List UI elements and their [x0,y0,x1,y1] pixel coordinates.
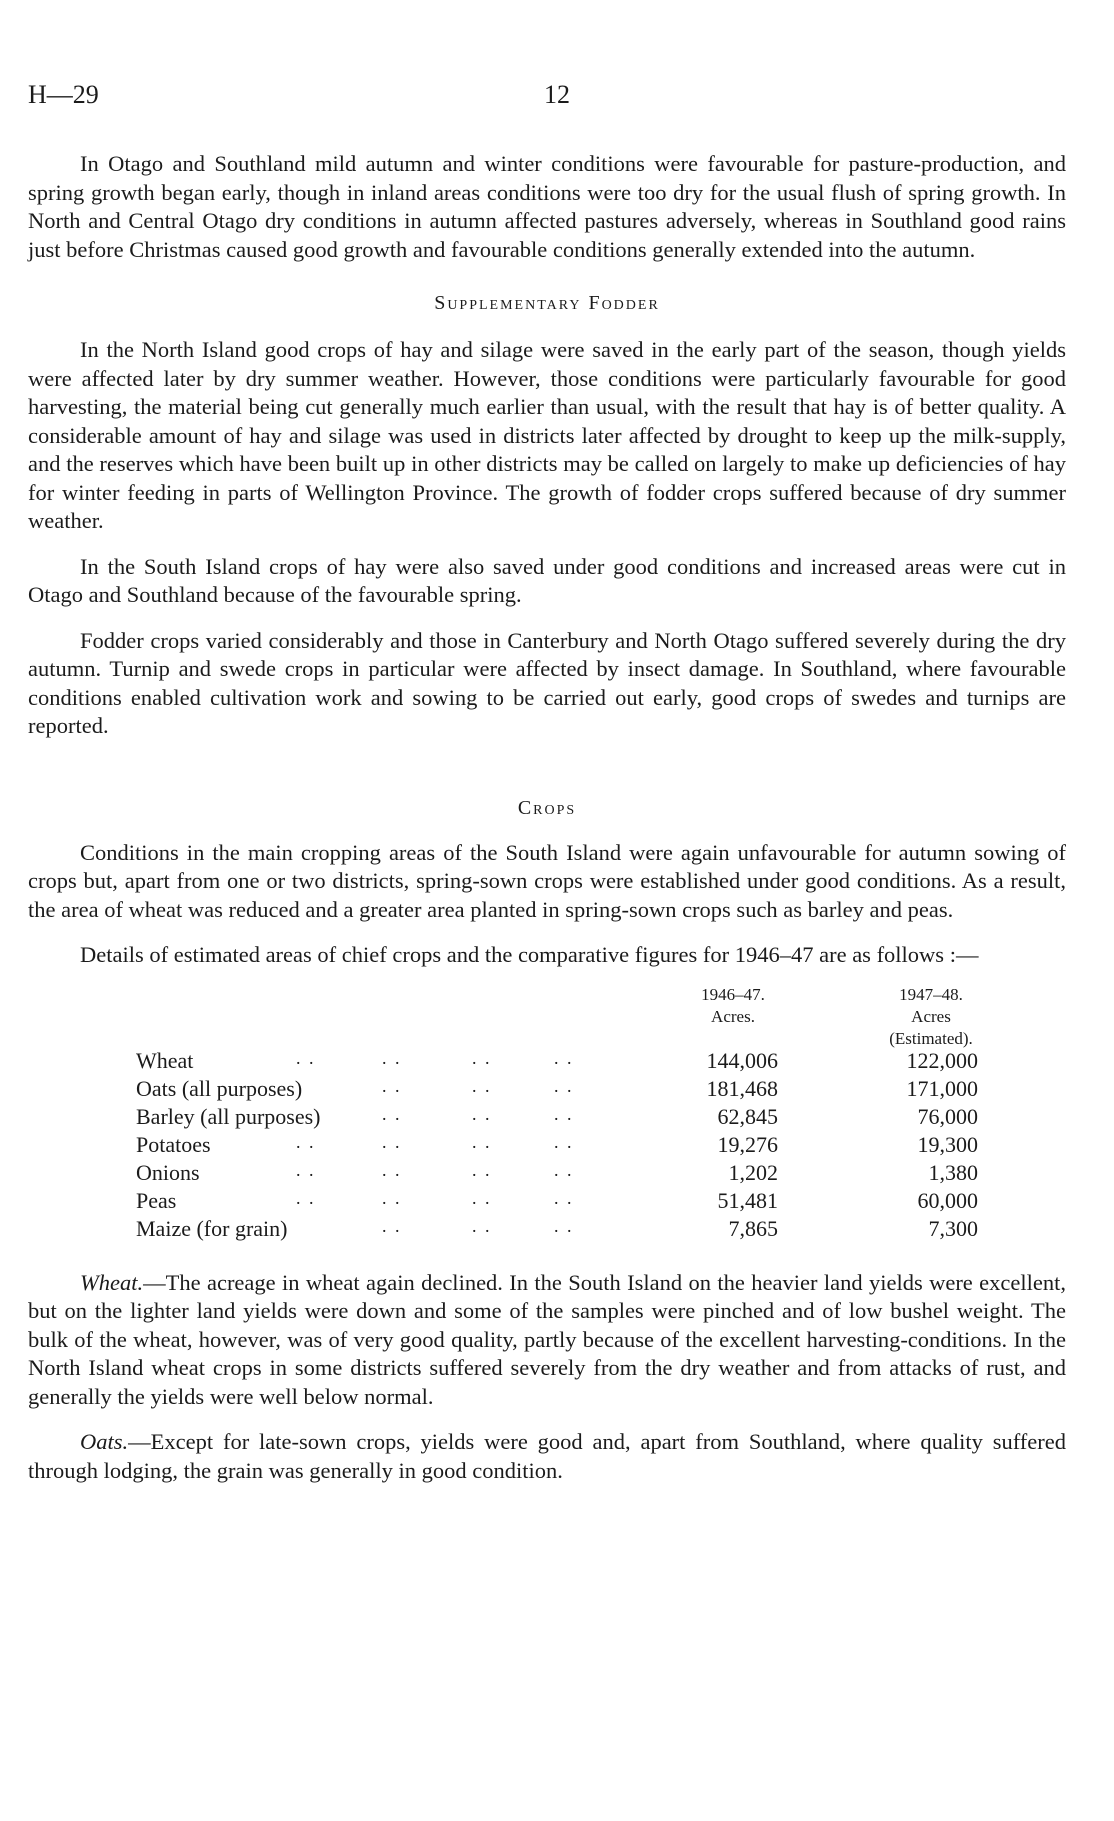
acres-1947-48: 19,300 [917,1131,978,1157]
column-header-1946-47 [668,984,798,1028]
leader-dots: . . [296,1047,316,1068]
leader-dots: . . [382,1103,402,1124]
crop-name: Peas [136,1187,177,1213]
run-in-heading-wheat: Wheat. [80,1269,144,1295]
acres-1946-47: 1,202 [728,1159,778,1185]
oats-text: —Except for late-sown crops, yields were good and, apart from Southland, where quality suffered through lodging, the grain was generally in good condition. [28,1429,1066,1483]
leader-dots: . . [296,1131,316,1152]
paragraph-cropping-conditions: Conditions in the main cropping areas of the South Island were again unfavourable for autumn sowing of crops but, apart from one or two districts, spring-sown crops were established under good conditions. As a result, the area of wheat was reduced and a greater area planted in spring-sown crops such as barley and peas. [28,839,1066,922]
acres-1947-48: 76,000 [917,1103,978,1129]
acres-1946-47: 181,468 [706,1075,778,1101]
acres-1947-48: 60,000 [917,1187,978,1213]
page-number: 12 [544,80,570,109]
report-reference: H—29 [28,80,99,109]
document-body [28,150,1066,1485]
paragraph-otago-southland: In Otago and Southland mild autumn and winter conditions were favourable for pasture-production, and spring growth began early, though in inland areas conditions were too dry for the usual flush of spring growth. In North and Central Otago dry conditions in autumn affected pastures adversely, whereas in Southland good rains just before Christmas caused good growth and favourable conditions generally extended into the autumn. [28,151,1066,262]
table-row [28,1160,1066,1188]
crop-name: Onions [136,1159,200,1185]
leader-dots: . . [472,1103,492,1124]
leader-dots: . . [554,1047,574,1068]
leader-dots: . . [472,1215,492,1236]
leader-dots: . . [554,1075,574,1096]
acres-1947-48: 171,000 [906,1075,978,1101]
leader-dots: . . [554,1187,574,1208]
acres-1947-48: 122,000 [906,1047,978,1073]
column-year: 1947–48. [899,984,963,1004]
page-header [28,80,1068,120]
acres-1946-47: 19,276 [717,1131,778,1157]
leader-dots: . . [382,1047,402,1068]
leader-dots: . . [382,1159,402,1180]
crop-name: Potatoes [136,1131,211,1157]
leader-dots: . . [554,1103,574,1124]
section-heading-crops: Crops [517,796,577,819]
crop-name: Barley (all purposes) [136,1103,321,1129]
crop-name: Maize (for grain) [136,1215,288,1241]
paragraph-oats [28,1428,1066,1485]
table-row [28,1104,1066,1132]
leader-dots: . . [554,1159,574,1180]
acres-1946-47: 7,865 [728,1215,778,1241]
table-row [28,1188,1066,1216]
leader-dots: . . [382,1075,402,1096]
run-in-heading-oats: Oats. [80,1429,129,1454]
leader-dots: . . [382,1131,402,1152]
acres-1947-48: 7,300 [928,1215,978,1241]
leader-dots: . . [472,1075,492,1096]
wheat-text: —The acreage in wheat again declined. In the South Island on the heavier land yields were excellent, but on the lighter land yields were down and some of the samples were pinched and of low bushel weight. The bulk of the wheat, however, was of very good quality, partly because of the excellent harvesting-conditions. In the North Island wheat crops in some districts suffered severely from the dry weather and from attacks of rust, and generally the yields were well below normal. [28,1269,1066,1409]
acres-1946-47: 51,481 [717,1187,778,1213]
leader-dots: . . [554,1215,574,1236]
leader-dots: . . [382,1187,402,1208]
table-row [28,1132,1066,1160]
paragraph-north-island-fodder: In the North Island good crops of hay and silage were saved in the early part of the season, though yields were affected later by dry summer weather. However, those conditions were particularly favourable for good harvesting, the material being cut generally much earlier than usual, with the result that hay is of better quality. A considerable amount of hay and silage was used in districts later affected by drought to keep up the milk-supply, and the reserves which have been built up in other districts may be called on largely to make up deficiencies of hay for winter feeding in parts of Wellington Province. The growth of fodder crops suffered because of dry summer weather. [28,337,1066,533]
column-header-1947-48 [866,984,996,1050]
column-unit: Acres [911,1006,951,1026]
table-row [28,1048,1066,1076]
crop-name: Oats (all purposes) [136,1075,303,1101]
section-heading-supplementary-fodder: Supplementary Fodder [434,292,660,314]
paragraph-south-island-fodder: In the South Island crops of hay were also saved under good conditions and increased areas were cut in Otago and Southland because of the favourable spring. [28,553,1066,607]
leader-dots: . . [472,1187,492,1208]
leader-dots: . . [382,1215,402,1236]
paragraph-wheat [28,1269,1066,1412]
leader-dots: . . [296,1187,316,1208]
crop-areas-table [28,984,1066,1252]
leader-dots: . . [472,1131,492,1152]
acres-1946-47: 144,006 [706,1047,778,1073]
column-note: (Estimated). [889,1028,973,1048]
leader-dots: . . [296,1159,316,1180]
column-unit: Acres. [711,1006,755,1026]
table-row [28,1076,1066,1104]
paragraph-table-intro: Details of estimated areas of chief crops and the comparative figures for 1946–47 are as follows :— [80,942,979,967]
acres-1947-48: 1,380 [928,1159,978,1185]
leader-dots: . . [472,1159,492,1180]
acres-1946-47: 62,845 [717,1103,778,1129]
leader-dots: . . [554,1131,574,1152]
table-row [28,1216,1066,1244]
leader-dots: . . [472,1047,492,1068]
paragraph-fodder-crops: Fodder crops varied considerably and those in Canterbury and North Otago suffered severely during the dry autumn. Turnip and swede crops in particular were affected by insect damage. In Southland, where favourable conditions enabled cultivation work and sowing to be carried out early, good crops of swedes and turnips are reported. [28,627,1066,738]
crop-name: Wheat [136,1047,194,1073]
column-year: 1946–47. [701,984,765,1004]
